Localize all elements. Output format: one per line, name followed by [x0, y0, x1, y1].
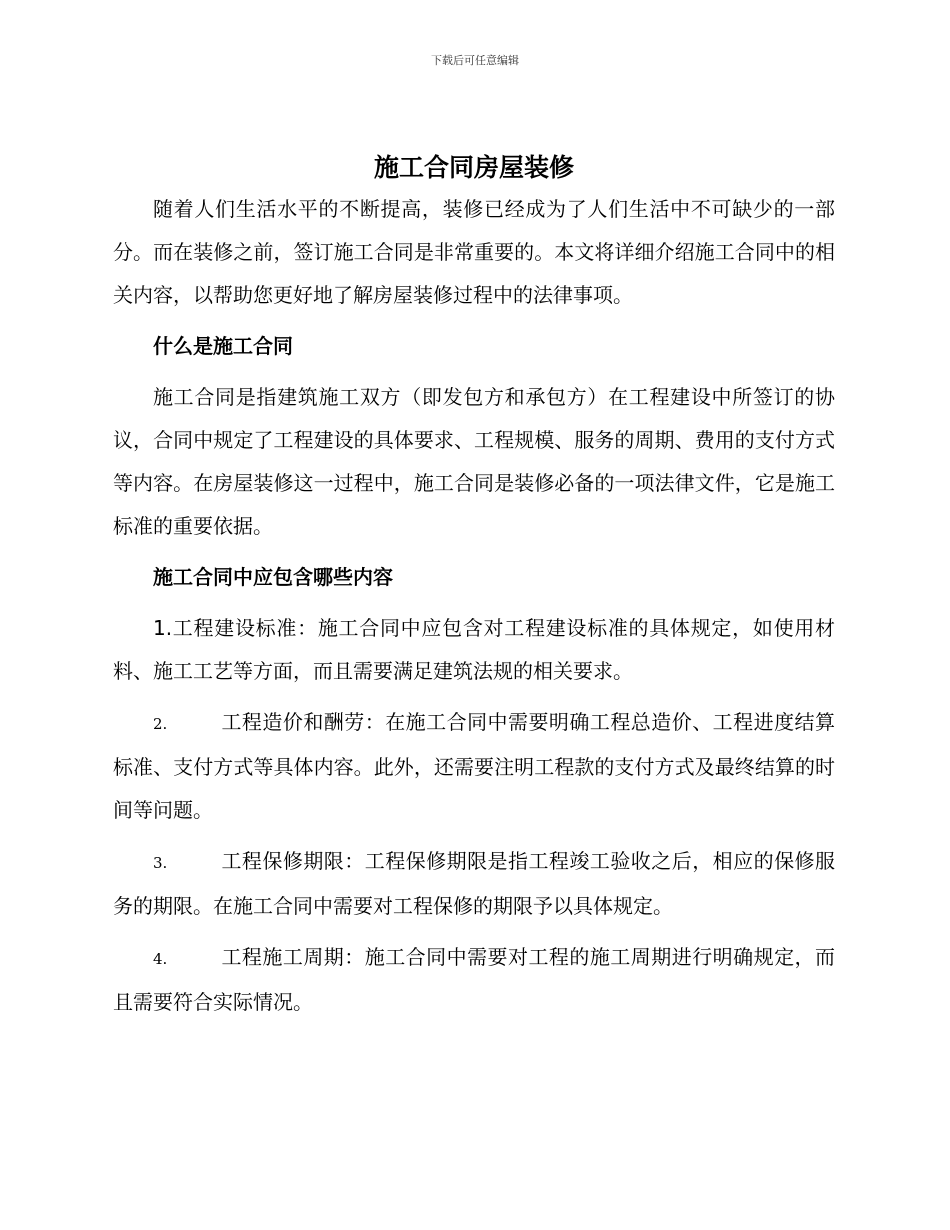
section-heading-contract-contents: 施工合同中应包含哪些内容: [153, 565, 393, 589]
list-item-text: 工程造价和酬劳：在施工合同中需要明确工程总造价、工程进度结算标准、支付方式等具体内容。此外，还需要注明工程款的支付方式及最终结算的时间等问题。: [113, 710, 835, 822]
list-item: [113, 701, 835, 832]
list-item-number: 3.: [153, 854, 168, 872]
section-heading-what-is-contract: 什么是施工合同: [153, 334, 293, 358]
list-item-number: 1.: [153, 616, 173, 640]
list-item-text: 工程保修期限：工程保修期限是指工程竣工验收之后，相应的保修服务的期限。在施工合同中需要对工程保修的期限予以具体规定。: [113, 849, 835, 918]
list-item: [113, 936, 835, 1024]
list-item-text: 工程施工周期：施工合同中需要对工程的施工周期进行明确规定，而且需要符合实际情况。: [113, 945, 835, 1014]
list-item-text: 工程建设标准：施工合同中应包含对工程建设标准的具体规定，如使用材料、施工工艺等方面，而且需要满足建筑法规的相关要求。: [113, 616, 835, 683]
list-item-number: 4.: [153, 950, 168, 968]
intro-paragraph: 随着人们生活水平的不断提高，装修已经成为了人们生活中不可缺少的一部分。而在装修之前，签订施工合同是非常重要的。本文将详细介绍施工合同中的相关内容，以帮助您更好地了解房屋装修过程中的法律事项。: [113, 197, 835, 307]
document-title: 施工合同房屋装修: [373, 153, 574, 182]
list-item: [113, 840, 835, 928]
list-item: [113, 607, 835, 693]
section-paragraph-what-is-contract: 施工合同是指建筑施工双方（即发包方和承包方）在工程建设中所签订的协议，合同中规定了工程建设的具体要求、工程规模、服务的周期、费用的支付方式等内容。在房屋装修这一过程中，施工合同是装修必备的一项法律文件，它是施工标准的重要依据。: [113, 385, 835, 538]
document-body: [113, 150, 835, 1032]
header-note: 下载后可任意编辑: [431, 54, 519, 67]
list-item-number: 2.: [153, 715, 168, 733]
